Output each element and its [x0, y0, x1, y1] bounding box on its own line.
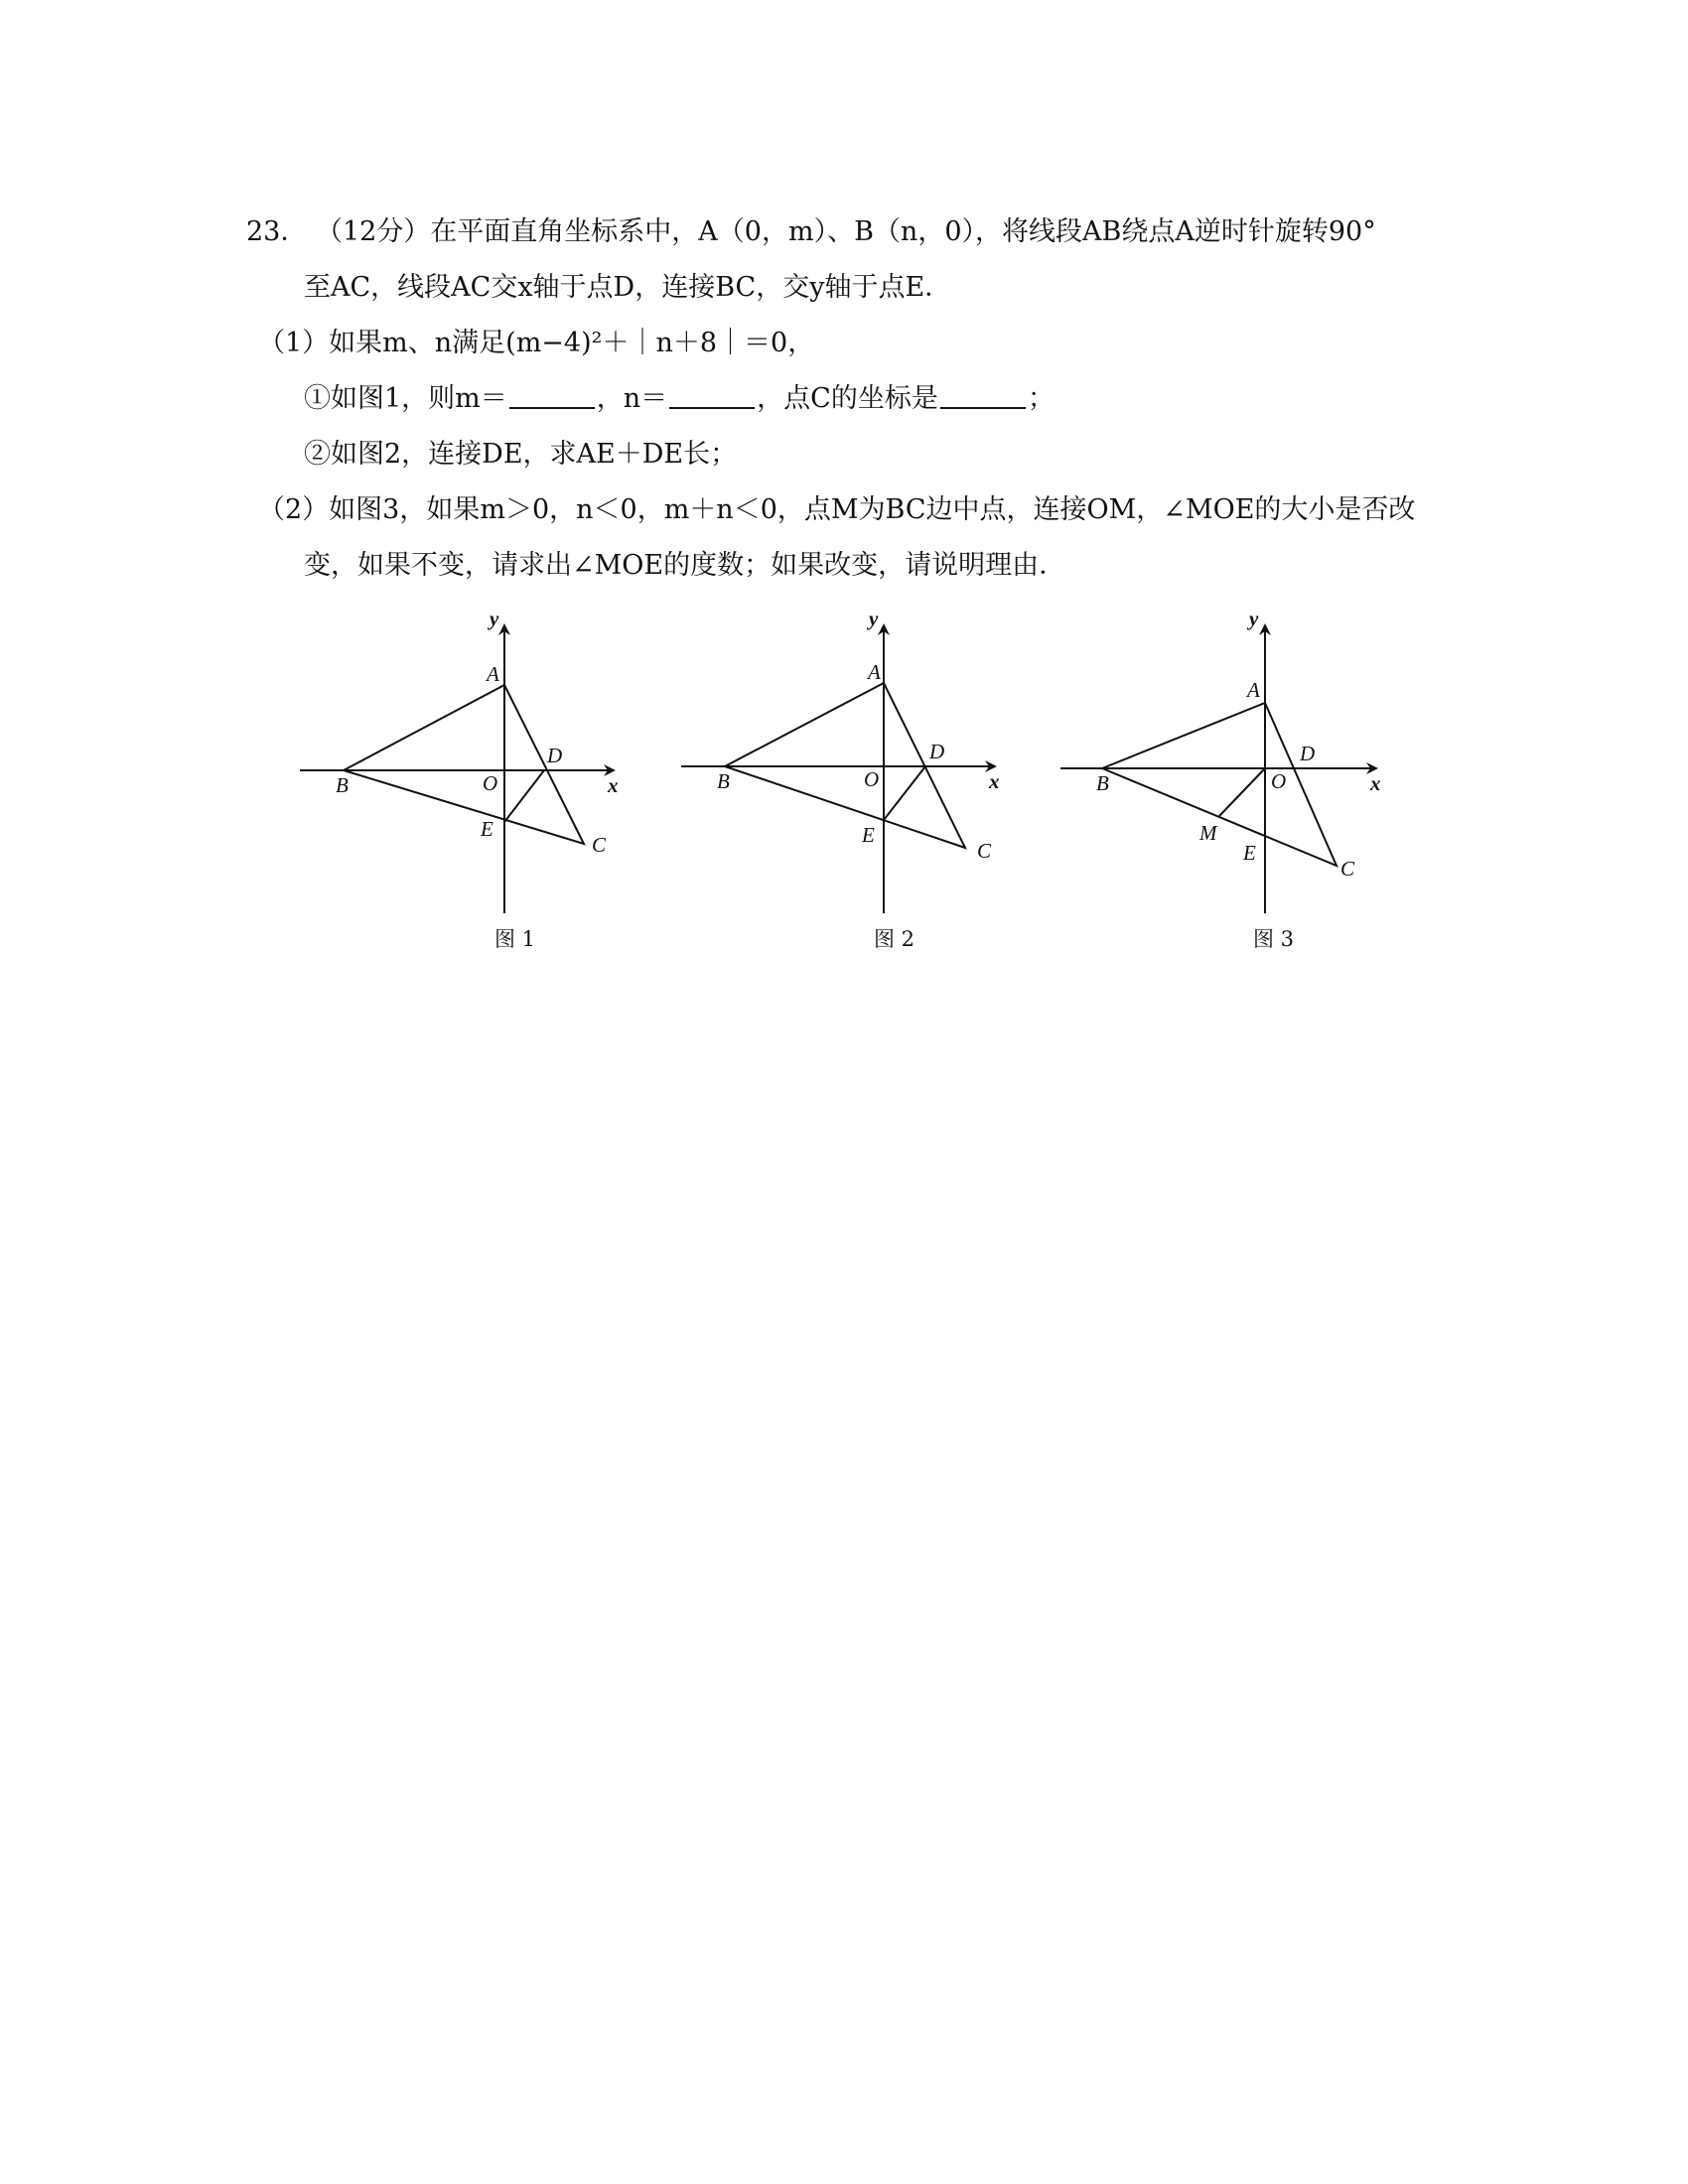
label-c: C	[1340, 857, 1355, 881]
figure-3-labels	[1096, 607, 1381, 881]
label-d: D	[547, 744, 563, 767]
segment-de	[884, 766, 925, 820]
label-a: A	[487, 662, 499, 686]
label-d: D	[929, 740, 945, 763]
label-o: O	[483, 771, 498, 795]
figure-2-caption: 图 2	[874, 927, 915, 951]
figure-2-labels	[717, 607, 1000, 863]
label-o: O	[864, 767, 880, 791]
label-x: x	[1370, 771, 1381, 795]
part-2-line-1: （2）如图3，如果m＞0，n＜0，m＋n＜0，点M为BC边中点，连接OM，∠MOE的大小是否改	[258, 494, 1416, 525]
q1-mid2: ，点C的坐标是	[757, 383, 938, 414]
part-1-question-2: ②如图2，连接DE，求AE＋DE长；	[304, 439, 738, 470]
label-e: E	[862, 823, 875, 847]
answer-blank-c[interactable]	[940, 383, 1026, 409]
figure-3	[1060, 625, 1376, 913]
part-1-question-1	[304, 371, 1055, 427]
label-a: A	[1247, 678, 1260, 702]
problem-number: 23．	[246, 216, 308, 247]
figure-1	[300, 625, 614, 913]
label-c: C	[592, 833, 607, 857]
label-d: D	[1300, 742, 1316, 765]
label-e: E	[1243, 841, 1256, 865]
label-x: x	[608, 773, 619, 797]
q1-end: ；	[1027, 383, 1055, 414]
triangle-abc	[1102, 703, 1336, 866]
label-c: C	[977, 839, 992, 863]
label-y: y	[1249, 607, 1259, 630]
figures-svg	[0, 606, 1688, 963]
part-1-condition: （1）如果m、n满足(m−4)²＋｜n＋8｜＝0，	[258, 328, 815, 358]
label-m: M	[1199, 821, 1217, 845]
label-b: B	[717, 769, 730, 793]
answer-blank-n[interactable]	[669, 383, 755, 409]
figure-1-labels	[336, 607, 619, 857]
label-y: y	[869, 607, 879, 630]
segment-om	[1219, 768, 1265, 816]
label-y: y	[490, 607, 499, 630]
label-x: x	[989, 769, 1000, 793]
problem-line-1	[246, 205, 1376, 260]
q1-prefix: ①如图1，则m＝	[304, 383, 507, 414]
part-2-line-2: 变，如果不变，请求出∠MOE的度数；如果改变，请说明理由．	[304, 550, 1066, 581]
figure-3-caption: 图 3	[1253, 927, 1295, 951]
label-a: A	[868, 660, 881, 684]
label-o: O	[1271, 769, 1287, 793]
problem-statement-2: 至AC，线段AC交x轴于点D，连接BC，交y轴于点E．	[304, 272, 952, 303]
figure-1-caption: 图 1	[494, 927, 536, 951]
segment-de	[504, 770, 544, 822]
label-e: E	[481, 817, 493, 841]
label-b: B	[1096, 771, 1109, 795]
q1-mid1: ，n＝	[596, 383, 668, 414]
label-b: B	[336, 773, 349, 797]
answer-blank-m[interactable]	[509, 383, 595, 409]
problem-statement-1: （12分）在平面直角坐标系中，A（0，m）、B（n，0），将线段AB绕点A逆时针旋转90°	[315, 216, 1376, 247]
